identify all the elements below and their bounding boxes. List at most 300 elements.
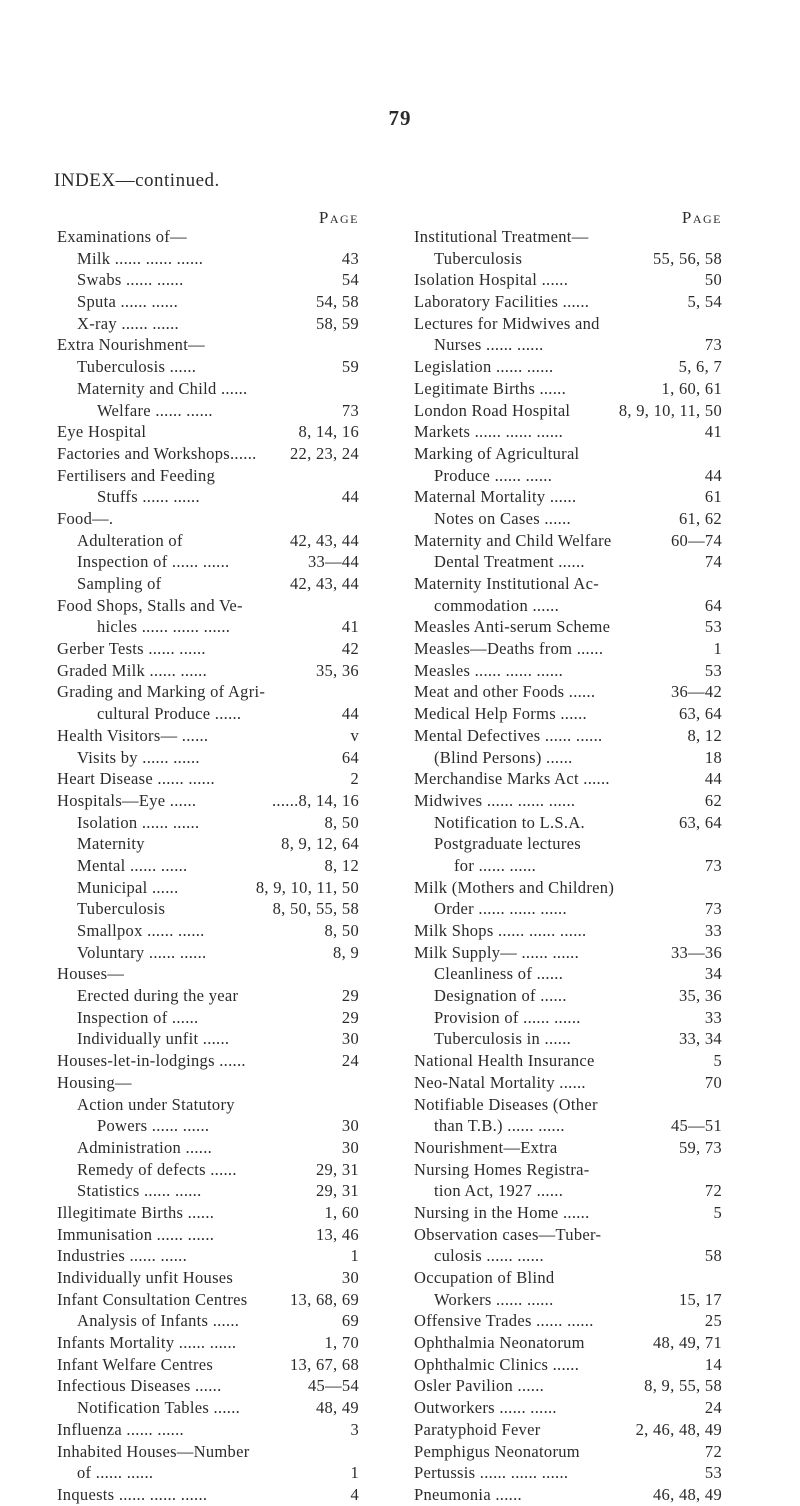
index-entry-pages: 8, 50, 55, 58 <box>272 899 359 919</box>
index-entry <box>57 768 359 790</box>
index-entry-text: (Blind Persons) ...... <box>434 747 573 767</box>
index-entry <box>414 768 722 790</box>
index-entry <box>57 1072 359 1094</box>
index-entry-pages: 4 <box>350 1484 359 1504</box>
index-entry-text: Inspection of ...... ...... <box>77 552 230 572</box>
index-entries-right <box>414 226 722 1506</box>
index-entry-text: Order ...... ...... ...... <box>434 899 567 919</box>
index-entry-text: Designation of ...... <box>434 986 567 1006</box>
index-entry-text: Health Visitors— ...... <box>57 725 209 745</box>
index-entry-text: Ophthalmic Clinics ...... <box>414 1354 580 1374</box>
index-entry <box>414 226 722 248</box>
index-entry-pages: 24 <box>704 1398 722 1418</box>
index-entry-text: Pemphigus Neonatorum <box>414 1441 580 1461</box>
index-entry-pages: 58, 59 <box>315 313 359 333</box>
index-entry-pages: 61, 62 <box>678 508 722 528</box>
index-entry-text: Illegitimate Births ...... <box>57 1202 215 1222</box>
index-entry-text: Analysis of Infants ...... <box>77 1311 240 1331</box>
index-entry-pages: 8, 12 <box>324 855 359 875</box>
index-entry <box>57 833 359 855</box>
index-entry-text: Infant Consultation Centres <box>57 1289 248 1309</box>
index-entry <box>414 1094 722 1116</box>
index-entry <box>57 855 359 877</box>
index-entry <box>57 790 359 812</box>
index-entry-pages: 64 <box>341 747 359 767</box>
index-entry <box>414 1397 722 1419</box>
index-entry-text: Tuberculosis <box>434 248 523 268</box>
index-entry <box>414 1224 722 1246</box>
page-column-header: Page <box>318 208 359 227</box>
index-entry <box>414 1202 722 1224</box>
index-entry-pages: 44 <box>341 704 359 724</box>
index-entry <box>414 638 722 660</box>
index-entry <box>414 1007 722 1029</box>
index-entry <box>57 703 359 725</box>
index-entry <box>57 1375 359 1397</box>
index-entry-pages: 5 <box>713 1051 722 1071</box>
index-entry-text: Voluntary ...... ...... <box>77 942 207 962</box>
index-entry <box>57 269 359 291</box>
index-entry-text: Action under Statutory <box>77 1094 235 1114</box>
index-entry-text: Lectures for Midwives and <box>414 313 600 333</box>
index-entry-text: Markets ...... ...... ...... <box>414 422 564 442</box>
index-entry <box>57 1180 359 1202</box>
index-entry <box>57 530 359 552</box>
index-entry-text: Houses— <box>57 964 125 984</box>
index-entry-text: Institutional Treatment— <box>414 227 589 246</box>
index-entry <box>57 334 359 356</box>
index-entry-pages: 53 <box>704 660 722 680</box>
index-entry-text: Workers ...... ...... <box>434 1289 554 1309</box>
index-entry-pages: 53 <box>704 617 722 637</box>
index-entry-pages: 45—51 <box>671 1116 722 1136</box>
index-entry <box>414 725 722 747</box>
index-entry-text: Industries ...... ...... <box>57 1246 188 1266</box>
index-entry <box>414 551 722 573</box>
index-entry <box>414 1072 722 1094</box>
index-entry-pages: 13, 46 <box>315 1224 359 1244</box>
index-entry-text: Provision of ...... ...... <box>434 1007 581 1027</box>
index-entry-pages: 53 <box>704 1463 722 1483</box>
index-entry-text: London Road Hospital <box>414 400 571 420</box>
index-entry <box>57 291 359 313</box>
index-entry-pages: 44 <box>341 487 359 507</box>
index-entry-pages: 73 <box>704 855 722 875</box>
index-entry-pages: 33—44 <box>308 552 359 572</box>
index-entry <box>414 985 722 1007</box>
index-entry-text: Mental ...... ...... <box>77 855 188 875</box>
index-entry-text: Pertussis ...... ...... ...... <box>414 1463 569 1483</box>
index-entry-pages: 62 <box>704 790 722 810</box>
index-entry-text: Influenza ...... ...... <box>57 1419 184 1439</box>
index-entry-text: Smallpox ...... ...... <box>77 921 205 940</box>
index-entry-pages: 59 <box>341 357 359 377</box>
index-entry <box>414 1267 722 1289</box>
page-column-header: Page <box>681 208 722 227</box>
index-entry-pages: 8, 12 <box>687 725 722 745</box>
index-entry-text: Neo-Natal Mortality ...... <box>414 1072 586 1092</box>
index-entry-pages: 36—42 <box>671 682 722 702</box>
index-entry <box>57 1441 359 1463</box>
index-entry <box>57 942 359 964</box>
index-entry-text: than T.B.) ...... ...... <box>434 1116 565 1136</box>
index-entry-pages: 42, 43, 44 <box>290 530 359 550</box>
index-entry-text: Maternity and Child ...... <box>77 378 248 398</box>
index-entry-pages: 29 <box>341 1007 359 1027</box>
index-entry-text: Nurses ...... ...... <box>434 335 544 355</box>
index-entries-left <box>57 226 359 1506</box>
index-entry-pages: 13, 68, 69 <box>290 1289 359 1309</box>
index-entry-pages: 33 <box>704 1007 722 1027</box>
index-entry-text: Swabs ...... ...... <box>77 270 184 290</box>
index-entry-pages: 58 <box>704 1246 722 1266</box>
index-entry <box>57 1332 359 1354</box>
index-entry-text: Merchandise Marks Act ...... <box>414 769 610 789</box>
index-entry <box>414 963 722 985</box>
index-entry-text: Housing— <box>57 1072 132 1092</box>
index-entry <box>57 356 359 378</box>
index-entry <box>57 898 359 920</box>
index-entry <box>57 812 359 834</box>
index-entry <box>414 1462 722 1484</box>
index-entry-pages: 30 <box>341 1268 359 1287</box>
index-entry-pages: 25 <box>704 1311 722 1331</box>
index-entry <box>414 595 722 617</box>
index-entry <box>57 400 359 422</box>
index-entry-text: Legislation ...... ...... <box>414 357 554 377</box>
index-entry-pages: 1 <box>350 1463 359 1483</box>
index-entry-text: Statistics ...... ...... <box>77 1181 202 1201</box>
index-entry-text: Paratyphoid Fever <box>414 1419 541 1439</box>
index-entry <box>414 1354 722 1376</box>
index-entry-text: of ...... ...... <box>77 1463 154 1483</box>
index-entry-pages: v <box>350 725 359 745</box>
index-entry-text: Nourishment—Extra <box>414 1137 558 1157</box>
index-entry-pages: 43 <box>341 248 359 268</box>
index-entry <box>57 616 359 638</box>
index-entry-pages: 50 <box>704 270 722 290</box>
index-entry-text: Medical Help Forms ...... <box>414 704 587 724</box>
index-entry-text: hicles ...... ...... ...... <box>97 617 231 637</box>
index-entry-text: Remedy of defects ...... <box>77 1159 237 1179</box>
index-entry-pages: 64 <box>704 595 722 615</box>
index-entry-text: Inhabited Houses—Number <box>57 1441 250 1461</box>
index-entry-text: Maternity <box>77 834 145 854</box>
index-entry-pages: 22, 23, 24 <box>290 443 359 463</box>
index-entry-pages: 72 <box>704 1441 722 1461</box>
index-entry <box>414 833 722 855</box>
index-entry-text: Milk (Mothers and Children) <box>414 877 615 897</box>
index-entry-pages: 34 <box>704 964 722 984</box>
index-entry-pages: 8, 9, 55, 58 <box>644 1376 722 1396</box>
index-entry-text: Notification Tables ...... <box>77 1398 241 1418</box>
index-entry-pages: 29 <box>341 986 359 1006</box>
index-entry <box>414 465 722 487</box>
index-entry <box>57 985 359 1007</box>
index-entry-pages: 15, 17 <box>678 1289 722 1309</box>
index-entry-text: Dental Treatment ...... <box>434 552 585 572</box>
index-entry <box>414 1310 722 1332</box>
index-entry-text: Adulteration of <box>77 530 183 550</box>
index-entry <box>57 1115 359 1137</box>
index-entry-pages: 30 <box>341 1029 359 1049</box>
index-entry <box>414 920 722 942</box>
index-entry-text: Midwives ...... ...... ...... <box>414 790 576 810</box>
index-entry <box>414 747 722 769</box>
index-entry-pages: 41 <box>341 617 359 637</box>
index-column-right <box>414 209 722 1506</box>
index-entry <box>57 877 359 899</box>
index-entry-text: Osler Pavilion ...... <box>414 1376 545 1396</box>
index-entry-pages: 1 <box>350 1246 359 1266</box>
index-entry-text: Municipal ...... <box>77 877 179 897</box>
index-entry-pages: 30 <box>341 1137 359 1157</box>
index-entry <box>57 1267 359 1289</box>
index-entry-text: Marking of Agricultural <box>414 443 580 463</box>
index-entry <box>57 1289 359 1311</box>
index-entry <box>57 378 359 400</box>
index-entry-pages: 29, 31 <box>315 1159 359 1179</box>
index-entry-text: Graded Milk ...... ...... <box>57 660 208 680</box>
index-entry-pages: 61 <box>704 487 722 507</box>
index-entry <box>57 725 359 747</box>
index-entry-pages: 73 <box>341 400 359 420</box>
index-entry-text: Infant Welfare Centres <box>57 1354 214 1374</box>
index-entry-text: Inspection of ...... <box>77 1007 199 1027</box>
index-entry <box>57 573 359 595</box>
index-entry <box>57 1159 359 1181</box>
index-entry-text: Powers ...... ...... <box>97 1116 210 1136</box>
index-entry <box>57 747 359 769</box>
index-entry-text: Tuberculosis in ...... <box>434 1029 572 1049</box>
index-entry <box>57 486 359 508</box>
index-entry-text: Measles ...... ...... ...... <box>414 660 564 680</box>
index-entry-pages: 54, 58 <box>315 292 359 312</box>
index-entry <box>414 313 722 335</box>
index-entry-text: Cleanliness of ...... <box>434 964 564 984</box>
index-entry-text: Factories and Workshops...... <box>57 443 257 463</box>
index-entry-text: Postgraduate lectures <box>434 834 581 854</box>
index-entry-pages: 1, 60 <box>324 1202 359 1222</box>
index-entry-pages: 8, 9, 10, 11, 50 <box>255 877 359 897</box>
index-entry-text: for ...... ...... <box>454 855 537 875</box>
index-entry <box>414 508 722 530</box>
index-entry-text: Nursing Homes Registra- <box>414 1159 590 1179</box>
index-entry <box>57 595 359 617</box>
index-entry <box>414 616 722 638</box>
index-entry <box>57 1202 359 1224</box>
index-entry <box>414 356 722 378</box>
index-entry-pages: 63, 64 <box>678 704 722 724</box>
index-entry-pages: 44 <box>704 465 722 485</box>
index-entry-pages: 5, 54 <box>687 292 722 312</box>
index-entry-text: Legitimate Births ...... <box>414 378 567 398</box>
index-entry-text: Isolation ...... ...... <box>77 812 200 832</box>
index-entry-text: Immunisation ...... ...... <box>57 1224 215 1244</box>
index-entry-pages: 63, 64 <box>678 812 722 832</box>
index-entry-pages: 24 <box>341 1051 359 1071</box>
index-entry-text: Examinations of— <box>57 227 187 246</box>
index-entry-pages: 73 <box>704 899 722 919</box>
index-entry-pages: 8, 9, 12, 64 <box>281 834 359 854</box>
index-entry <box>414 1115 722 1137</box>
index-entry-pages: 2, 46, 48, 49 <box>635 1419 722 1439</box>
index-entry-text: Maternity Institutional Ac- <box>414 574 599 593</box>
index-entry <box>414 660 722 682</box>
index-entry <box>414 248 722 270</box>
index-entry-text: Eye Hospital <box>57 422 147 442</box>
index-entry-text: Houses-let-in-lodgings ...... <box>57 1051 246 1071</box>
index-entry-pages: 42 <box>341 639 359 659</box>
index-entry-text: Offensive Trades ...... ...... <box>414 1311 594 1331</box>
page-number: 79 <box>388 106 412 130</box>
index-column-left <box>57 209 359 1506</box>
index-entry <box>57 421 359 443</box>
index-entry-pages: 5, 6, 7 <box>678 357 722 377</box>
index-entry <box>414 1159 722 1181</box>
index-entry-text: commodation ...... <box>434 595 560 615</box>
index-entry <box>57 1354 359 1376</box>
index-entry <box>57 681 359 703</box>
index-entry <box>57 1245 359 1267</box>
index-entry-pages: 8, 14, 16 <box>298 422 359 442</box>
index-entry <box>57 443 359 465</box>
index-entry-pages: 44 <box>704 769 722 789</box>
index-entry-pages: 18 <box>704 747 722 767</box>
index-entry-pages: 54 <box>341 270 359 290</box>
index-entry-pages: 73 <box>704 335 722 355</box>
index-entry-text: Measles Anti-serum Scheme <box>414 617 611 637</box>
index-entry-text: Nursing in the Home ...... <box>414 1202 590 1222</box>
index-entry <box>414 421 722 443</box>
index-entry <box>57 508 359 530</box>
index-entry-text: Hospitals—Eye ...... <box>57 790 197 810</box>
index-entry-text: tion Act, 1927 ...... <box>434 1181 564 1201</box>
index-entry <box>57 660 359 682</box>
index-entry-text: Gerber Tests ...... ...... <box>57 639 206 659</box>
index-entry-pages: 41 <box>704 422 722 442</box>
index-entry-text: Laboratory Facilities ...... <box>414 292 590 312</box>
index-entry-text: Outworkers ...... ...... <box>414 1398 557 1418</box>
index-entry-text: Tuberculosis ...... <box>77 357 197 377</box>
index-entry-text: Milk Shops ...... ...... ...... <box>414 921 587 940</box>
index-entry <box>414 1245 722 1267</box>
index-entry-pages: 70 <box>704 1072 722 1092</box>
index-entry-pages: 48, 49, 71 <box>653 1333 722 1353</box>
index-entry <box>57 1462 359 1484</box>
index-entry-text: Food Shops, Stalls and Ve- <box>57 595 243 615</box>
index-entry-pages: 35, 36 <box>678 986 722 1006</box>
index-entry-text: Individually unfit Houses <box>57 1268 234 1287</box>
index-entry <box>414 1050 722 1072</box>
index-entry <box>57 1094 359 1116</box>
index-entry-pages: 2 <box>350 769 359 789</box>
index-entry-text: Occupation of Blind <box>414 1268 555 1287</box>
index-entry <box>414 378 722 400</box>
index-entry <box>57 1310 359 1332</box>
index-entry <box>414 855 722 877</box>
index-entry <box>414 1028 722 1050</box>
index-entry-text: Infants Mortality ...... ...... <box>57 1333 237 1353</box>
index-entry <box>57 465 359 487</box>
index-entry-text: Erected during the year <box>77 986 239 1006</box>
index-entry <box>414 812 722 834</box>
index-entry-text: Produce ...... ...... <box>434 465 553 485</box>
index-entry <box>414 1180 722 1202</box>
index-entry-pages: 8, 50 <box>324 921 359 940</box>
index-entry-text: Pneumonia ...... <box>414 1484 522 1504</box>
index-entry-pages: 45—54 <box>308 1376 359 1396</box>
index-entry-text: Maternal Mortality ...... <box>414 487 577 507</box>
index-entry-text: Measles—Deaths from ...... <box>414 639 604 659</box>
index-entry-text: Mental Defectives ...... ...... <box>414 725 603 745</box>
index-entry-pages: ......8, 14, 16 <box>272 790 359 810</box>
index-entry-pages: 3 <box>350 1419 359 1439</box>
index-entry <box>57 920 359 942</box>
index-entry-pages: 42, 43, 44 <box>290 574 359 593</box>
index-entry-pages: 8, 9, 10, 11, 50 <box>618 400 722 420</box>
index-entry-text: culosis ...... ...... <box>434 1246 544 1266</box>
index-entry-text: Heart Disease ...... ...... <box>57 769 215 789</box>
index-entry <box>414 877 722 899</box>
index-entry-pages: 33 <box>704 921 722 940</box>
index-entry <box>57 313 359 335</box>
index-title: INDEX—continued. <box>54 170 220 191</box>
index-entry <box>414 681 722 703</box>
index-entry <box>414 400 722 422</box>
index-entry-text: Infectious Diseases ...... <box>57 1376 222 1396</box>
index-entry <box>57 963 359 985</box>
index-entry <box>414 334 722 356</box>
index-entry-pages: 30 <box>341 1116 359 1136</box>
index-entry-text: cultural Produce ...... <box>97 704 242 724</box>
index-entry-pages: 14 <box>704 1354 722 1374</box>
index-entry-text: Maternity and Child Welfare <box>414 530 612 550</box>
index-entry-text: Administration ...... <box>77 1137 213 1157</box>
index-entry <box>57 1007 359 1029</box>
index-entry-text: Isolation Hospital ...... <box>414 270 569 290</box>
index-entry-text: Meat and other Foods ...... <box>414 682 596 702</box>
index-entry-text: Fertilisers and Feeding <box>57 465 216 485</box>
index-entry-pages: 29, 31 <box>315 1181 359 1201</box>
index-entry <box>414 269 722 291</box>
index-entry <box>57 1484 359 1506</box>
index-entry-text: Sputa ...... ...... <box>77 292 179 312</box>
index-entry-text: Milk Supply— ...... ...... <box>414 942 580 962</box>
index-entry <box>414 443 722 465</box>
index-entry <box>57 248 359 270</box>
index-entry-text: Notes on Cases ...... <box>434 508 571 528</box>
index-entry-text: Stuffs ...... ...... <box>97 487 200 507</box>
index-entry <box>414 1419 722 1441</box>
index-entry-text: Food—. <box>57 508 114 528</box>
index-entry-text: Sampling of <box>77 574 162 593</box>
index-entry <box>57 226 359 248</box>
index-entry-pages: 8, 9 <box>333 942 359 962</box>
index-entry <box>414 573 722 595</box>
index-entry <box>414 1332 722 1354</box>
index-entry-pages: 1, 60, 61 <box>661 378 722 398</box>
index-entry-pages: 74 <box>704 552 722 572</box>
index-entry-pages: 60—74 <box>671 530 722 550</box>
index-entry <box>57 638 359 660</box>
index-entry-pages: 46, 48, 49 <box>653 1484 722 1504</box>
index-entry <box>57 1397 359 1419</box>
index-entry-text: Welfare ...... ...... <box>97 400 213 420</box>
index-entry-pages: 35, 36 <box>315 660 359 680</box>
index-entry-pages: 1, 70 <box>324 1333 359 1353</box>
index-entry <box>414 1289 722 1311</box>
